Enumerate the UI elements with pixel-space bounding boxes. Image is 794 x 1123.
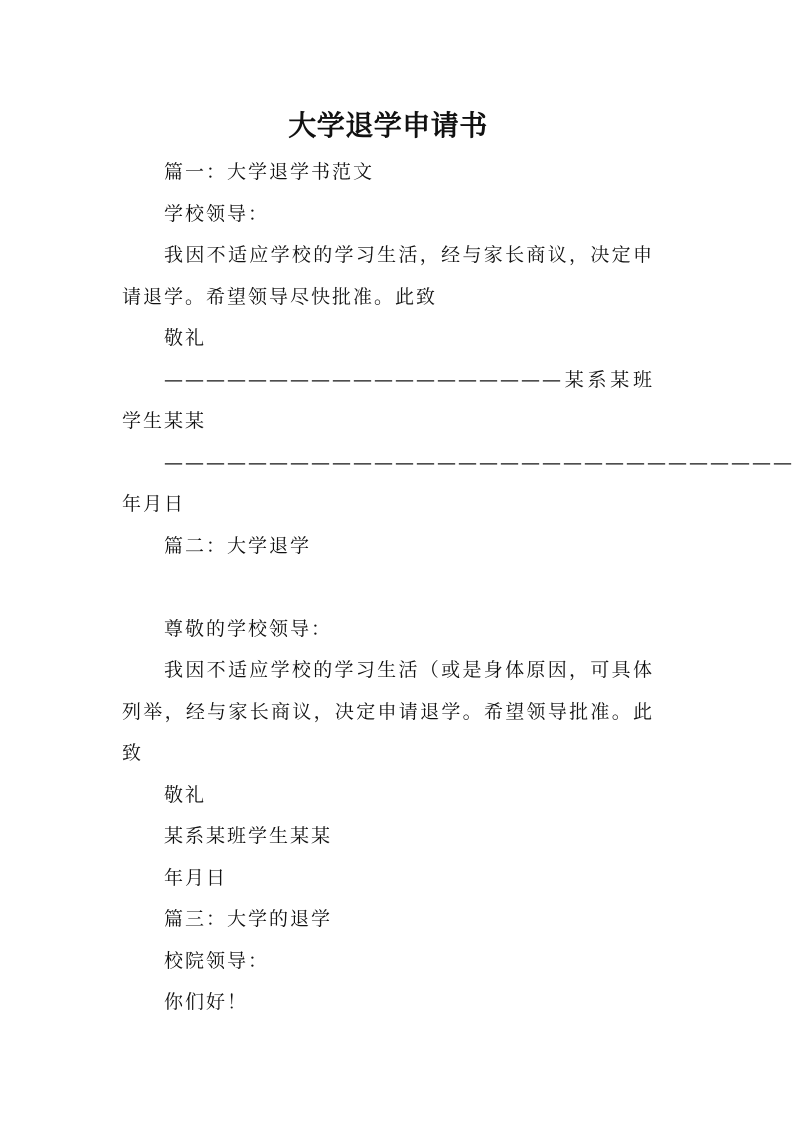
signature-2: 某系某班学生某某 (164, 825, 333, 847)
document-page (122, 100, 794, 1024)
section-heading-1: 篇一：大学退学书范文 (164, 161, 375, 183)
body-paragraph-1: 我因不适应学校的学习生活，经与家长商议，决定申请退学。希望领导尽快批准。此致 (122, 244, 654, 308)
date-line-1: ——————————————————————————————年月日 (122, 451, 794, 515)
blank-line (122, 567, 654, 609)
date-2: 年月日 (164, 866, 228, 889)
section-heading-2: 篇二：大学退学 (164, 534, 312, 557)
section-heading-3: 篇三：大学的退学 (164, 908, 333, 930)
body-paragraph-2: 我因不适应学校的学习生活（或是身体原因，可具体列举，经与家长商议，决定申请退学。希望领导批准。此致 (122, 659, 654, 764)
closing-1: 敬礼 (164, 327, 207, 349)
signature-line-1: ———————————————————某系某班学生某某 (122, 368, 654, 432)
salutation-2: 尊敬的学校领导： (164, 617, 333, 640)
closing-2: 敬礼 (164, 783, 207, 806)
salutation-1: 学校领导： (164, 202, 270, 225)
salutation-3: 校院领导： (164, 949, 270, 972)
document-title: 大学退学申请书 (288, 109, 488, 142)
greeting-3: 你们好！ (164, 991, 249, 1013)
